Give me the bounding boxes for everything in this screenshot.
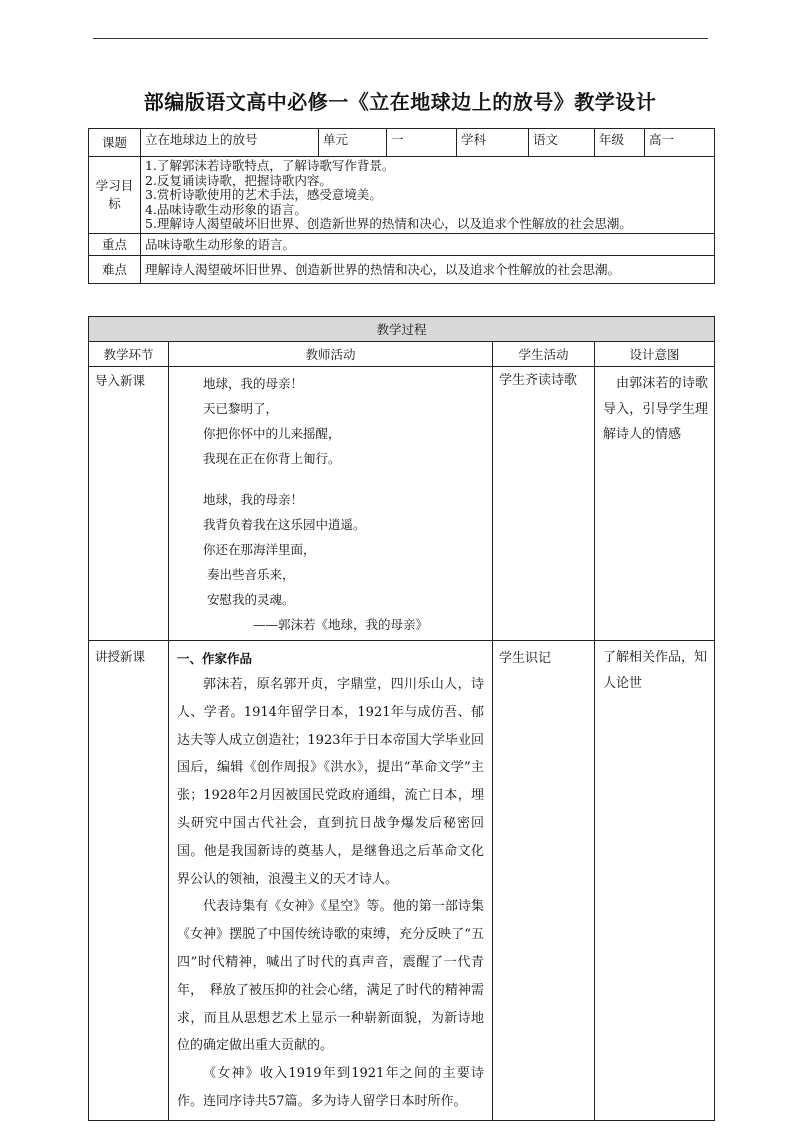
- lecture-teacher: [169, 641, 493, 1121]
- poem-line: 安慰我的灵魂。: [207, 592, 295, 607]
- intro-stage: 导入新课: [89, 367, 169, 641]
- col-intent: 设计意图: [595, 342, 715, 367]
- info-row-key: [89, 233, 715, 255]
- goal-item: 4.品味诗歌生动形象的语言。: [145, 201, 307, 217]
- lecture-paragraph: 《女神》收入1919年到1921年之间的主要诗作。连同序诗共57篇。多为诗人留学日本时所作。: [177, 1066, 484, 1109]
- intro-intent: 由郭沫若的诗歌导入，引导学生理解诗人的情感: [595, 367, 715, 641]
- poem-line: 你把你怀中的儿来摇醒，: [203, 426, 341, 441]
- lecture-paragraph: 郭沫若，原名郭开贞，字鼎堂，四川乐山人，诗人、学者。1914年留学日本，1921年与成仿吾、郁达夫等人成立创造社；1923年于日本帝国大学毕业回国后，编辑《创作周报》《洪水》，提出“革命文学”主张；1928年2月因被国民党政府通缉，流亡日本，埋头研究中国古代社会，直到抗日战争爆发后秘密回国。他是我国新诗的奠基人，是继鲁迅之后革命文化界公认的领袖，浪漫主义的天才诗人。: [177, 677, 484, 887]
- goals-list: [141, 157, 715, 234]
- goal-item: 3.赏析诗歌使用的艺术手法，感受意境美。: [145, 187, 382, 202]
- process-header-row: [89, 317, 715, 342]
- document-title: 部编版语文高中必修一《立在地球边上的放号》教学设计: [143, 90, 657, 114]
- intro-row: [89, 367, 715, 641]
- key-label: 重点: [89, 233, 141, 255]
- goals-label: 学习目标: [89, 157, 141, 234]
- poem-line: 奏出些音乐来，: [207, 567, 295, 582]
- subject-value: 语文: [529, 129, 595, 157]
- poem-source: ——郭沫若《地球，我的母亲》: [253, 617, 429, 632]
- intro-teacher: [169, 367, 493, 641]
- poem-line: 天已黎明了，: [203, 401, 279, 416]
- info-row-course: [89, 129, 715, 157]
- info-row-difficulty: [89, 255, 715, 283]
- info-row-goals: [89, 157, 715, 234]
- lecture-student: 学生识记: [493, 641, 595, 1121]
- course-label: 课题: [89, 129, 141, 157]
- lecture-stage: 讲授新课: [89, 641, 169, 1121]
- difficulty-label: 难点: [89, 255, 141, 283]
- process-header: 教学过程: [89, 317, 715, 342]
- poem-line: 你还在那海洋里面，: [203, 542, 316, 557]
- lecture-paragraph: 代表诗集有《女神》《星空》等。他的第一部诗集《女神》摆脱了中国传统诗歌的束缚，充分反映了“五四”时代精神，喊出了时代的真声音，震醒了一代青年， 释放了被压抑的社会心绪，满足了时代的精神需求，而且从思想艺术上显示一种崭新面貌，为新诗地位的确定做出重大贡献的。: [177, 899, 484, 1054]
- poem-line: 地球，我的母亲！: [203, 376, 304, 391]
- lecture-intent: 了解相关作品，知人论世: [595, 641, 715, 1121]
- course-value: 立在地球边上的放号: [141, 129, 319, 157]
- difficulty-value: 理解诗人渴望破坏旧世界、创造新世界的热情和决心，以及追求个性解放的社会思潮。: [141, 255, 715, 283]
- poem-line: 地球，我的母亲！: [203, 492, 304, 507]
- lecture-row: [89, 641, 715, 1121]
- key-value: 品味诗歌生动形象的语言。: [141, 233, 715, 255]
- intro-student: 学生齐读诗歌: [493, 367, 595, 641]
- poem-line: 我现在正在你背上匍行。: [203, 451, 341, 466]
- goal-item: 2.反复诵读诗歌，把握诗歌内容。: [145, 172, 332, 188]
- unit-value: 一: [387, 129, 457, 157]
- grade-label: 年级: [595, 129, 645, 157]
- info-table: [88, 128, 715, 284]
- process-columns-row: [89, 342, 715, 367]
- col-student: 学生活动: [493, 342, 595, 367]
- subject-label: 学科: [457, 129, 529, 157]
- unit-label: 单元: [319, 129, 387, 157]
- poem-line: 我背负着我在这乐园中逍遥。: [203, 517, 366, 532]
- process-table: [88, 316, 715, 1121]
- section-title: 一、作家作品: [177, 651, 253, 666]
- grade-value: 高一: [645, 129, 715, 157]
- col-teacher: 教师活动: [169, 342, 493, 367]
- col-stage: 教学环节: [89, 342, 169, 367]
- header-rule: [93, 38, 708, 39]
- goal-item: 1.了解郭沫若诗歌特点，了解诗歌写作背景。: [145, 158, 395, 173]
- goal-item: 5.理解诗人渴望破坏旧世界、创造新世界的热情和决心，以及追求个性解放的社会思潮。: [145, 216, 632, 231]
